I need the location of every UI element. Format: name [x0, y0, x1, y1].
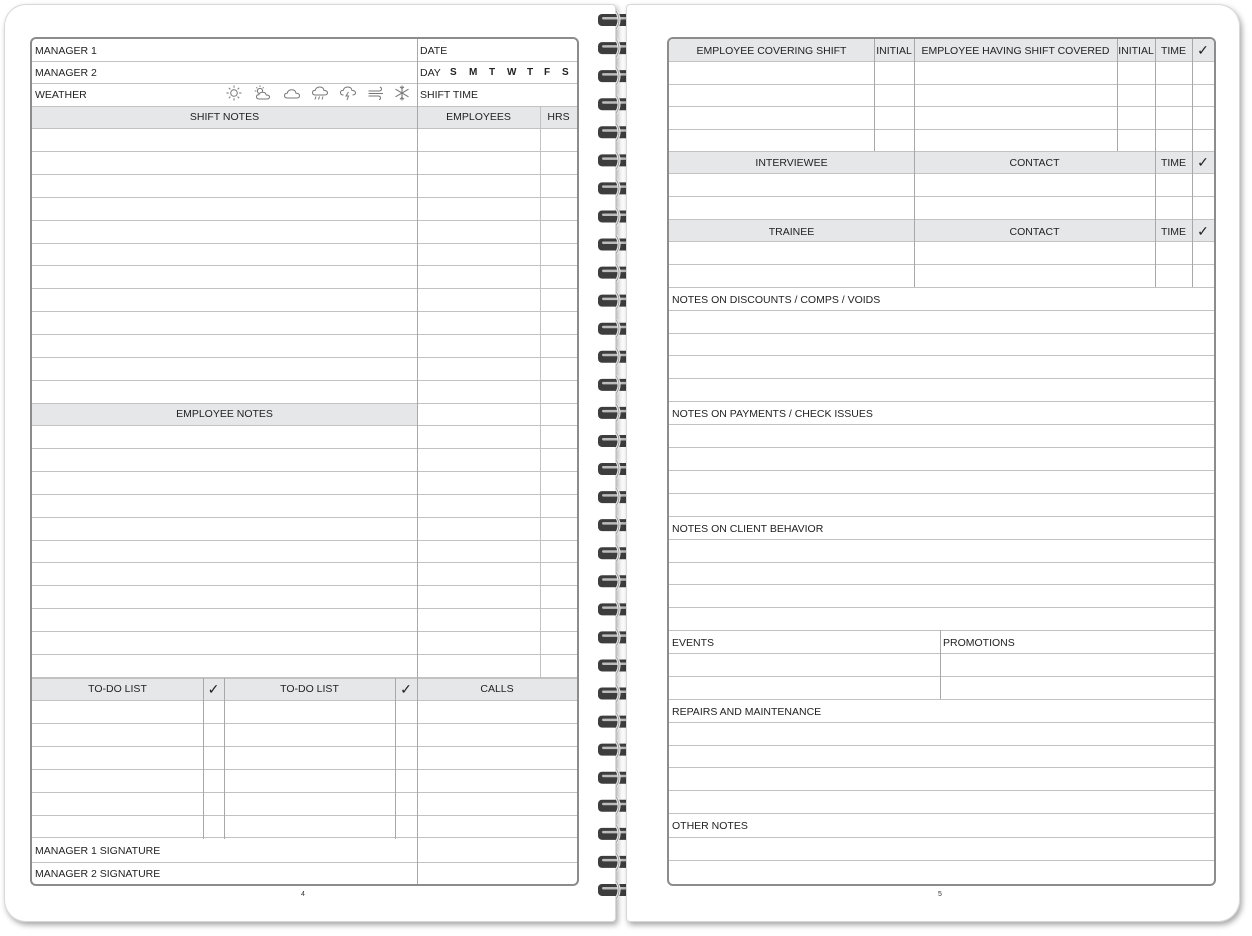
initial-2-header: INITIAL: [1118, 45, 1154, 57]
client-behavior-notes-area[interactable]: [669, 539, 1214, 630]
storm-icon[interactable]: [339, 85, 357, 101]
manager2-signature-field[interactable]: [162, 862, 417, 884]
shift-time-field[interactable]: [482, 83, 577, 106]
manager2-field[interactable]: [92, 61, 417, 83]
events-area[interactable]: [669, 653, 940, 699]
rule-line: [669, 287, 1214, 288]
employee-notes-area[interactable]: [32, 425, 417, 678]
trainee-area[interactable]: [669, 241, 914, 287]
rain-icon[interactable]: [311, 85, 329, 101]
other-notes-label: OTHER NOTES: [672, 820, 748, 832]
left-planner-frame: [30, 37, 579, 886]
repairs-maintenance-area[interactable]: [669, 722, 1214, 813]
manager2-signature-label: MANAGER 2 SIGNATURE: [35, 868, 161, 880]
rule-line: [32, 678, 577, 679]
manager1-field[interactable]: [92, 39, 417, 61]
employee-covering-shift-area[interactable]: [669, 61, 874, 151]
todo-list-2-header: TO-DO LIST: [280, 683, 339, 695]
day-wednesday[interactable]: W: [507, 67, 517, 78]
date-label: DATE: [420, 45, 448, 57]
events-label: EVENTS: [672, 637, 715, 649]
discounts-notes-area[interactable]: [669, 309, 1214, 401]
rule-line: [669, 630, 1214, 631]
shift-time-label: SHIFT TIME: [420, 89, 478, 101]
hrs-header: HRS: [547, 111, 570, 123]
other-notes-area[interactable]: [669, 836, 1214, 884]
payments-notes-area[interactable]: [669, 424, 1214, 516]
employee-covering-shift-header: EMPLOYEE COVERING SHIFT: [696, 45, 847, 57]
snowflake-icon[interactable]: [393, 85, 411, 101]
check-header-2: ✓: [1197, 154, 1209, 170]
employee-notes-header: EMPLOYEE NOTES: [176, 408, 273, 420]
check-column-area[interactable]: [1192, 61, 1214, 287]
todo-1-check-header: ✓: [207, 681, 220, 697]
initial-1-header: INITIAL: [876, 45, 912, 57]
interviewee-contact-area[interactable]: [914, 173, 1155, 219]
employees-area[interactable]: [417, 128, 540, 678]
todo-2-check-header: ✓: [400, 681, 412, 697]
day-tuesday[interactable]: T: [489, 67, 496, 78]
manager1-signature-label: MANAGER 1 SIGNATURE: [35, 845, 161, 857]
discounts-notes-label: NOTES ON DISCOUNTS / COMPS / VOIDS: [672, 294, 881, 306]
rule-line: [669, 219, 1214, 220]
hrs-area[interactable]: [540, 128, 577, 678]
employee-having-shift-covered-header: EMPLOYEE HAVING SHIFT COVERED: [921, 45, 1110, 57]
day-friday[interactable]: F: [544, 67, 551, 78]
initial-2-area[interactable]: [1117, 61, 1155, 151]
promotions-area[interactable]: [940, 653, 1214, 699]
time-column-area[interactable]: [1155, 61, 1192, 287]
todo-list-1-header: TO-DO LIST: [88, 683, 147, 695]
day-monday[interactable]: M: [469, 67, 478, 78]
calls-header: CALLS: [480, 683, 514, 695]
todo-list-2-checkboxes[interactable]: [395, 700, 417, 839]
todo-list-1-area[interactable]: [32, 700, 203, 839]
calls-area[interactable]: [417, 700, 577, 884]
cloud-icon[interactable]: [283, 85, 301, 101]
payments-notes-label: NOTES ON PAYMENTS / CHECK ISSUES: [672, 408, 873, 420]
rule-line: [669, 884, 1214, 885]
date-field[interactable]: [452, 39, 577, 61]
client-behavior-notes-label: NOTES ON CLIENT BEHAVIOR: [672, 523, 824, 535]
shift-notes-area[interactable]: [32, 128, 417, 403]
contact-1-header: CONTACT: [1009, 157, 1060, 169]
wind-icon[interactable]: [367, 85, 385, 101]
partly-cloudy-icon[interactable]: [254, 85, 272, 101]
manager1-signature-field[interactable]: [162, 839, 417, 862]
interviewee-header: INTERVIEWEE: [755, 157, 828, 169]
promotions-label: PROMOTIONS: [943, 637, 1015, 649]
day-thursday[interactable]: T: [527, 67, 534, 78]
check-header-3: ✓: [1197, 223, 1209, 239]
shift-notes-header: SHIFT NOTES: [189, 111, 260, 123]
day-saturday[interactable]: S: [562, 67, 569, 78]
trainee-contact-area[interactable]: [914, 241, 1155, 287]
interviewee-area[interactable]: [669, 173, 914, 219]
rule-line: [669, 516, 1214, 517]
weather-label: WEATHER: [35, 89, 87, 101]
left-page-number: 4: [301, 891, 305, 898]
rule-line: [32, 106, 577, 107]
time-header-2: TIME: [1160, 157, 1187, 169]
contact-2-header: CONTACT: [1009, 226, 1060, 238]
rule-line: [669, 813, 1214, 814]
right-planner-frame: [667, 37, 1216, 886]
rule-line: [669, 151, 1214, 152]
employees-header: EMPLOYEES: [446, 111, 511, 123]
todo-list-2-area[interactable]: [224, 700, 395, 839]
check-header-1: ✓: [1197, 42, 1209, 58]
time-header-1: TIME: [1160, 45, 1187, 57]
employee-having-shift-covered-area[interactable]: [914, 61, 1117, 151]
manager1-label: MANAGER 1: [35, 45, 97, 57]
day-sunday[interactable]: S: [450, 67, 457, 78]
time-header-3: TIME: [1160, 226, 1187, 238]
initial-1-area[interactable]: [874, 61, 914, 151]
sun-icon[interactable]: [225, 85, 243, 101]
right-page-number: 5: [938, 891, 942, 898]
rule-line: [669, 401, 1214, 402]
rule-line: [669, 699, 1214, 700]
todo-list-1-checkboxes[interactable]: [203, 700, 224, 839]
day-label: DAY: [420, 67, 441, 79]
repairs-maintenance-label: REPAIRS AND MAINTENANCE: [672, 706, 822, 718]
trainee-header: TRAINEE: [768, 226, 815, 238]
manager2-label: MANAGER 2: [35, 67, 97, 79]
